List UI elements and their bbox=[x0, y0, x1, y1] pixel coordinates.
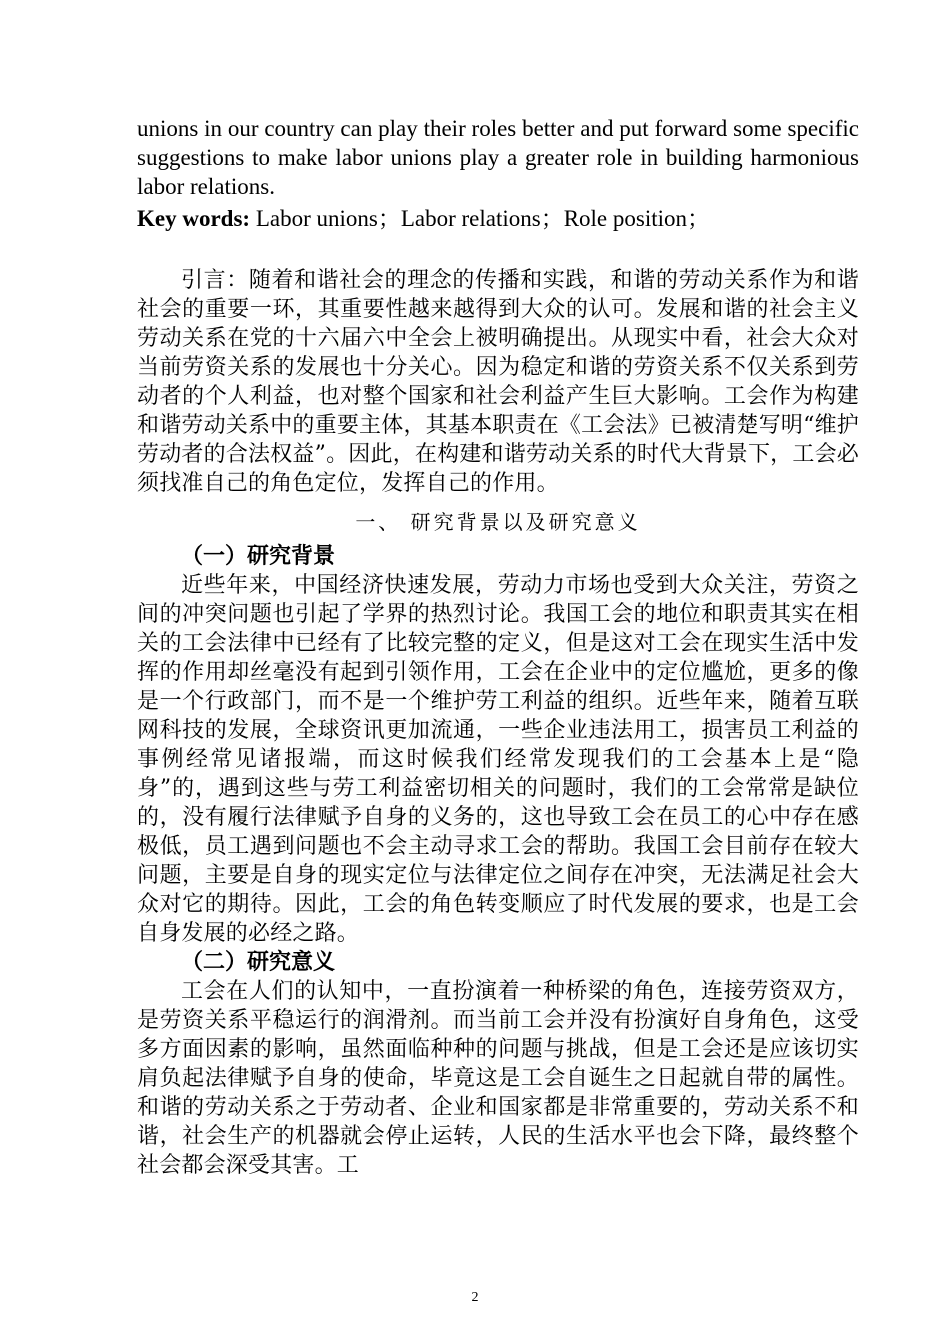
keywords-line bbox=[137, 204, 859, 233]
keywords-label: Key words: bbox=[137, 206, 251, 231]
intro-paragraph: 引言：随着和谐社会的理念的传播和实践，和谐的劳动关系作为和谐社会的重要一环，其重要性越来越得到大众的认可。发展和谐的社会主义劳动关系在党的十六届六中全会上被明确提出。从现实中看，社会大众对当前劳资关系的发展也十分关心。因为稳定和谐的劳资关系不仅关系到劳动者的个人利益，也对整个国家和社会利益产生巨大影响。工会作为构建和谐劳动关系中的重要主体，其基本职责在《工会法》已被清楚写明“维护劳动者的合法权益”。因此，在构建和谐劳动关系的时代大背景下，工会必须找准自己的角色定位，发挥自己的作用。 bbox=[137, 268, 859, 496]
subsection-heading-significance: （二）研究意义 bbox=[181, 950, 336, 975]
background-paragraph: 近些年来，中国经济快速发展，劳动力市场也受到大众关注，劳资之间的冲突问题也引起了学界的热烈讨论。我国工会的地位和职责其实在相关的工会法律中已经有了比较完整的定义，但是这对工会在现实生活中发挥的作用却丝毫没有起到引领作用，工会在企业中的定位尴尬，更多的像是一个行政部门，而不是一个维护劳工利益的组织。近些年来，随着互联网科技的发展，全球资讯更加流通，一些企业违法用工，损害员工利益的事例经常见诸报端，而这时候我们经常发现我们的工会基本上是“隐身”的，遇到这些与劳工利益密切相关的问题时，我们的工会常常是缺位的，没有履行法律赋予自身的义务的，这也导致工会在员工的心中存在感极低，员工遇到问题也不会主动寻求工会的帮助。我国工会目前存在较大问题，主要是自身的现实定位与法律定位之间存在冲突，无法满足社会大众对它的期待。因此，工会的角色转变顺应了时代发展的要求，也是工会自身发展的必经之路。 bbox=[137, 573, 859, 946]
subsection-heading-background: （一）研究背景 bbox=[181, 544, 336, 569]
page-number: 2 bbox=[471, 1290, 479, 1305]
keywords-text: Labor unions；Labor relations；Role position； bbox=[250, 206, 711, 231]
section-heading: 一、 研究背景以及研究意义 bbox=[355, 510, 641, 534]
abstract-english-tail: unions in our country can play their roles better and put forward some specific suggestions to make labor unions play a greater role in building harmonious labor relations. bbox=[137, 116, 859, 199]
document-page bbox=[137, 114, 859, 1180]
significance-paragraph: 工会在人们的认知中，一直扮演着一种桥梁的角色，连接劳资双方，是劳资关系平稳运行的润滑剂。而当前工会并没有扮演好自身角色，这受多方面因素的影响，虽然面临种种的问题与挑战，但是工会还是应该切实肩负起法律赋予自身的使命，毕竟这是工会自诞生之日起就自带的属性。和谐的劳动关系之于劳动者、企业和国家都是非常重要的，劳动关系不和谐，社会生产的机器就会停止运转，人民的生活水平也会下降，最终整个社会都会深受其害。工 bbox=[137, 979, 859, 1178]
